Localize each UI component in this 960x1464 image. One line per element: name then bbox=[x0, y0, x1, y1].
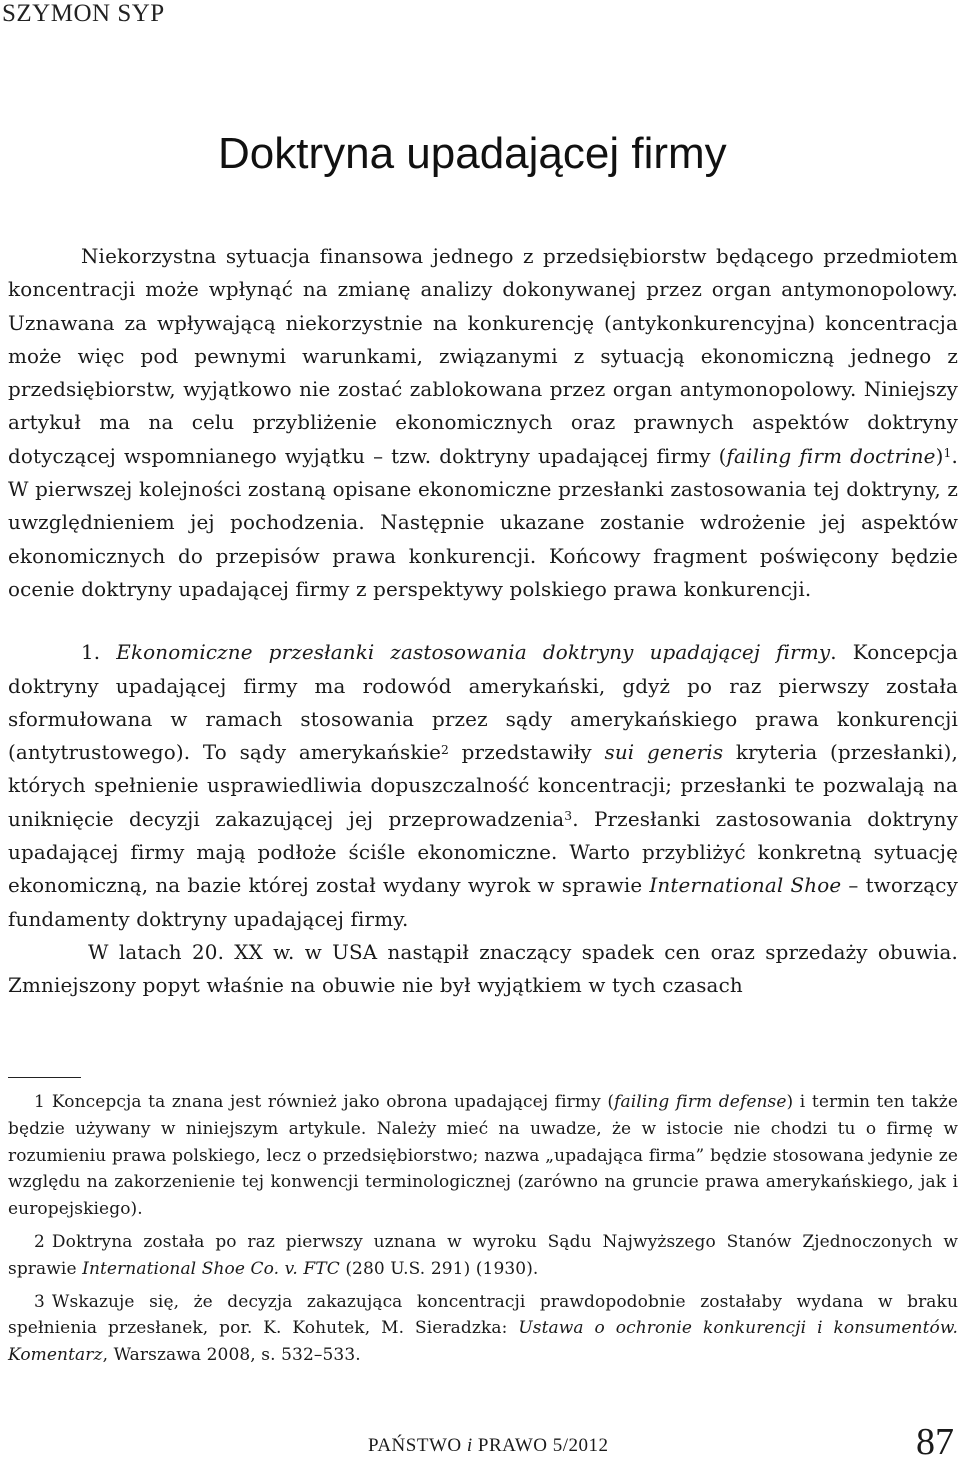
intro-paragraph: Niekorzystna sytuacja finansowa jednego z przedsiębiorstw będącego przedmiotem koncentracji może wpłynąć na zmianę analizy dokonywanej przez organ antymonopolowy. Uznawana za wpływającą niekorzystnie na konkurencję (antykonkurencyjna) koncentracja może więc pod pewnymi warunkami, związanymi z sytuacją ekonomiczną jednego z przedsiębiorstw, wyjątkowo nie zostać zablokowana przez organ antymonopolowy. Niniejszy artykuł ma na celu przybliżenie ekonomicznych oraz prawnych aspektów doktryny dotyczącej wspomnianego wyjątku – tzw. doktryny upadającej firmy (failing firm doctrine)$^1$. W pierwszej kolejności zostaną opisane ekonomiczne przesłanki zastosowania tej doktryny, z uwzględnieniem jej pochodzenia. Następnie ukazane zostanie wdrożenie jej aspektów ekonomicznych do przepisów prawa konkurencji. Końcowy fragment poświęcony będzie ocenie doktryny upadającej firmy z perspektywy polskiego prawa konkurencji. bbox=[8, 245, 959, 601]
footnote-ref-3: 3 bbox=[564, 809, 573, 824]
footnote-3: 3 Wskazuje się, że decyzja zakazująca koncentracji prawdopodobnie zostałaby wydana w braku spełnienia przesłanek, por. K. Kohutek, M. Sieradzka: Ustawa o ochronie konkurencji i konsumentów. Komentarz, Warszawa 2008, s. 532–533. bbox=[8, 1291, 958, 1366]
running-header-author: SZYMON SYP bbox=[2, 0, 165, 27]
footnote-ref-2: 2 bbox=[441, 742, 450, 757]
article-body bbox=[8, 240, 958, 1003]
section-heading: Ekonomiczne przesłanki zastosowania doktryny upadającej firmy bbox=[116, 641, 831, 665]
footnote-1: 1 Koncepcja ta znana jest również jako obrona upadającej firmy (failing firm defense) i termin ten także będzie używany w niniejszym artykule. Należy mieć na uwadze, że w istocie nie chodzi tu o firmę w rozumieniu prawa polskiego, lecz o przedsiębiorstwo; nazwa „upadająca firma” będzie stosowana jedynie ze względu na zakorzenienie tej konwencji terminologicznej (zarówno na gruncie prawa amerykańskiego, jak i europejskiego). bbox=[8, 1092, 958, 1220]
footnote-2: 2 Doktryna została po raz pierwszy uznana w wyroku Sądu Najwyższego Stanów Zjednoczonych w sprawie International Shoe Co. v. FTC (280 U.S. 291) (1930). bbox=[8, 1231, 958, 1279]
footnote-ref-1: 1 bbox=[943, 446, 952, 461]
article-title: Doktryna upadającej firmy bbox=[218, 129, 727, 179]
section-number: 1. bbox=[81, 641, 117, 665]
body-paragraph: W latach 20. XX w. w USA nastąpił znaczący spadek cen oraz sprzedaży obuwia. Zmniejszony popyt właśnie na obuwie nie był wyjątkiem w tych czasach bbox=[8, 940, 958, 998]
page-number: 87 bbox=[916, 1421, 954, 1463]
footnotes bbox=[8, 1089, 958, 1369]
section-1-paragraph: 1. Ekonomiczne przesłanki zastosowania doktryny upadającej firmy. Koncepcja doktryny upadającej firmy ma rodowód amerykański, gdyż po raz pierwszy została sformułowana w ramach stosowania przez sądy amerykańskiego prawa konkurencji (antytrustowego). To sądy amerykańskie$^2$ przedstawiły sui generis kryteria (przesłanki), których spełnienie usprawiedliwia dopuszczalność koncentracji; przesłanki te pozwalają na uniknięcie decyzji zakazującej jej przeprowadzenia$^3$. Przesłanki zastosowania doktryny upadającej firmy mają podłoże ściśle ekonomiczne. Warto przybliżyć konkretną sytuację ekonomiczną, na bazie której został wydany wyrok w sprawie International Shoe – tworzący fundamenty doktryny upadającej firmy. bbox=[8, 641, 958, 931]
journal-footer: PAŃSTWO i PRAWO 5/2012 bbox=[368, 1435, 609, 1456]
footnote-separator bbox=[8, 1077, 81, 1078]
